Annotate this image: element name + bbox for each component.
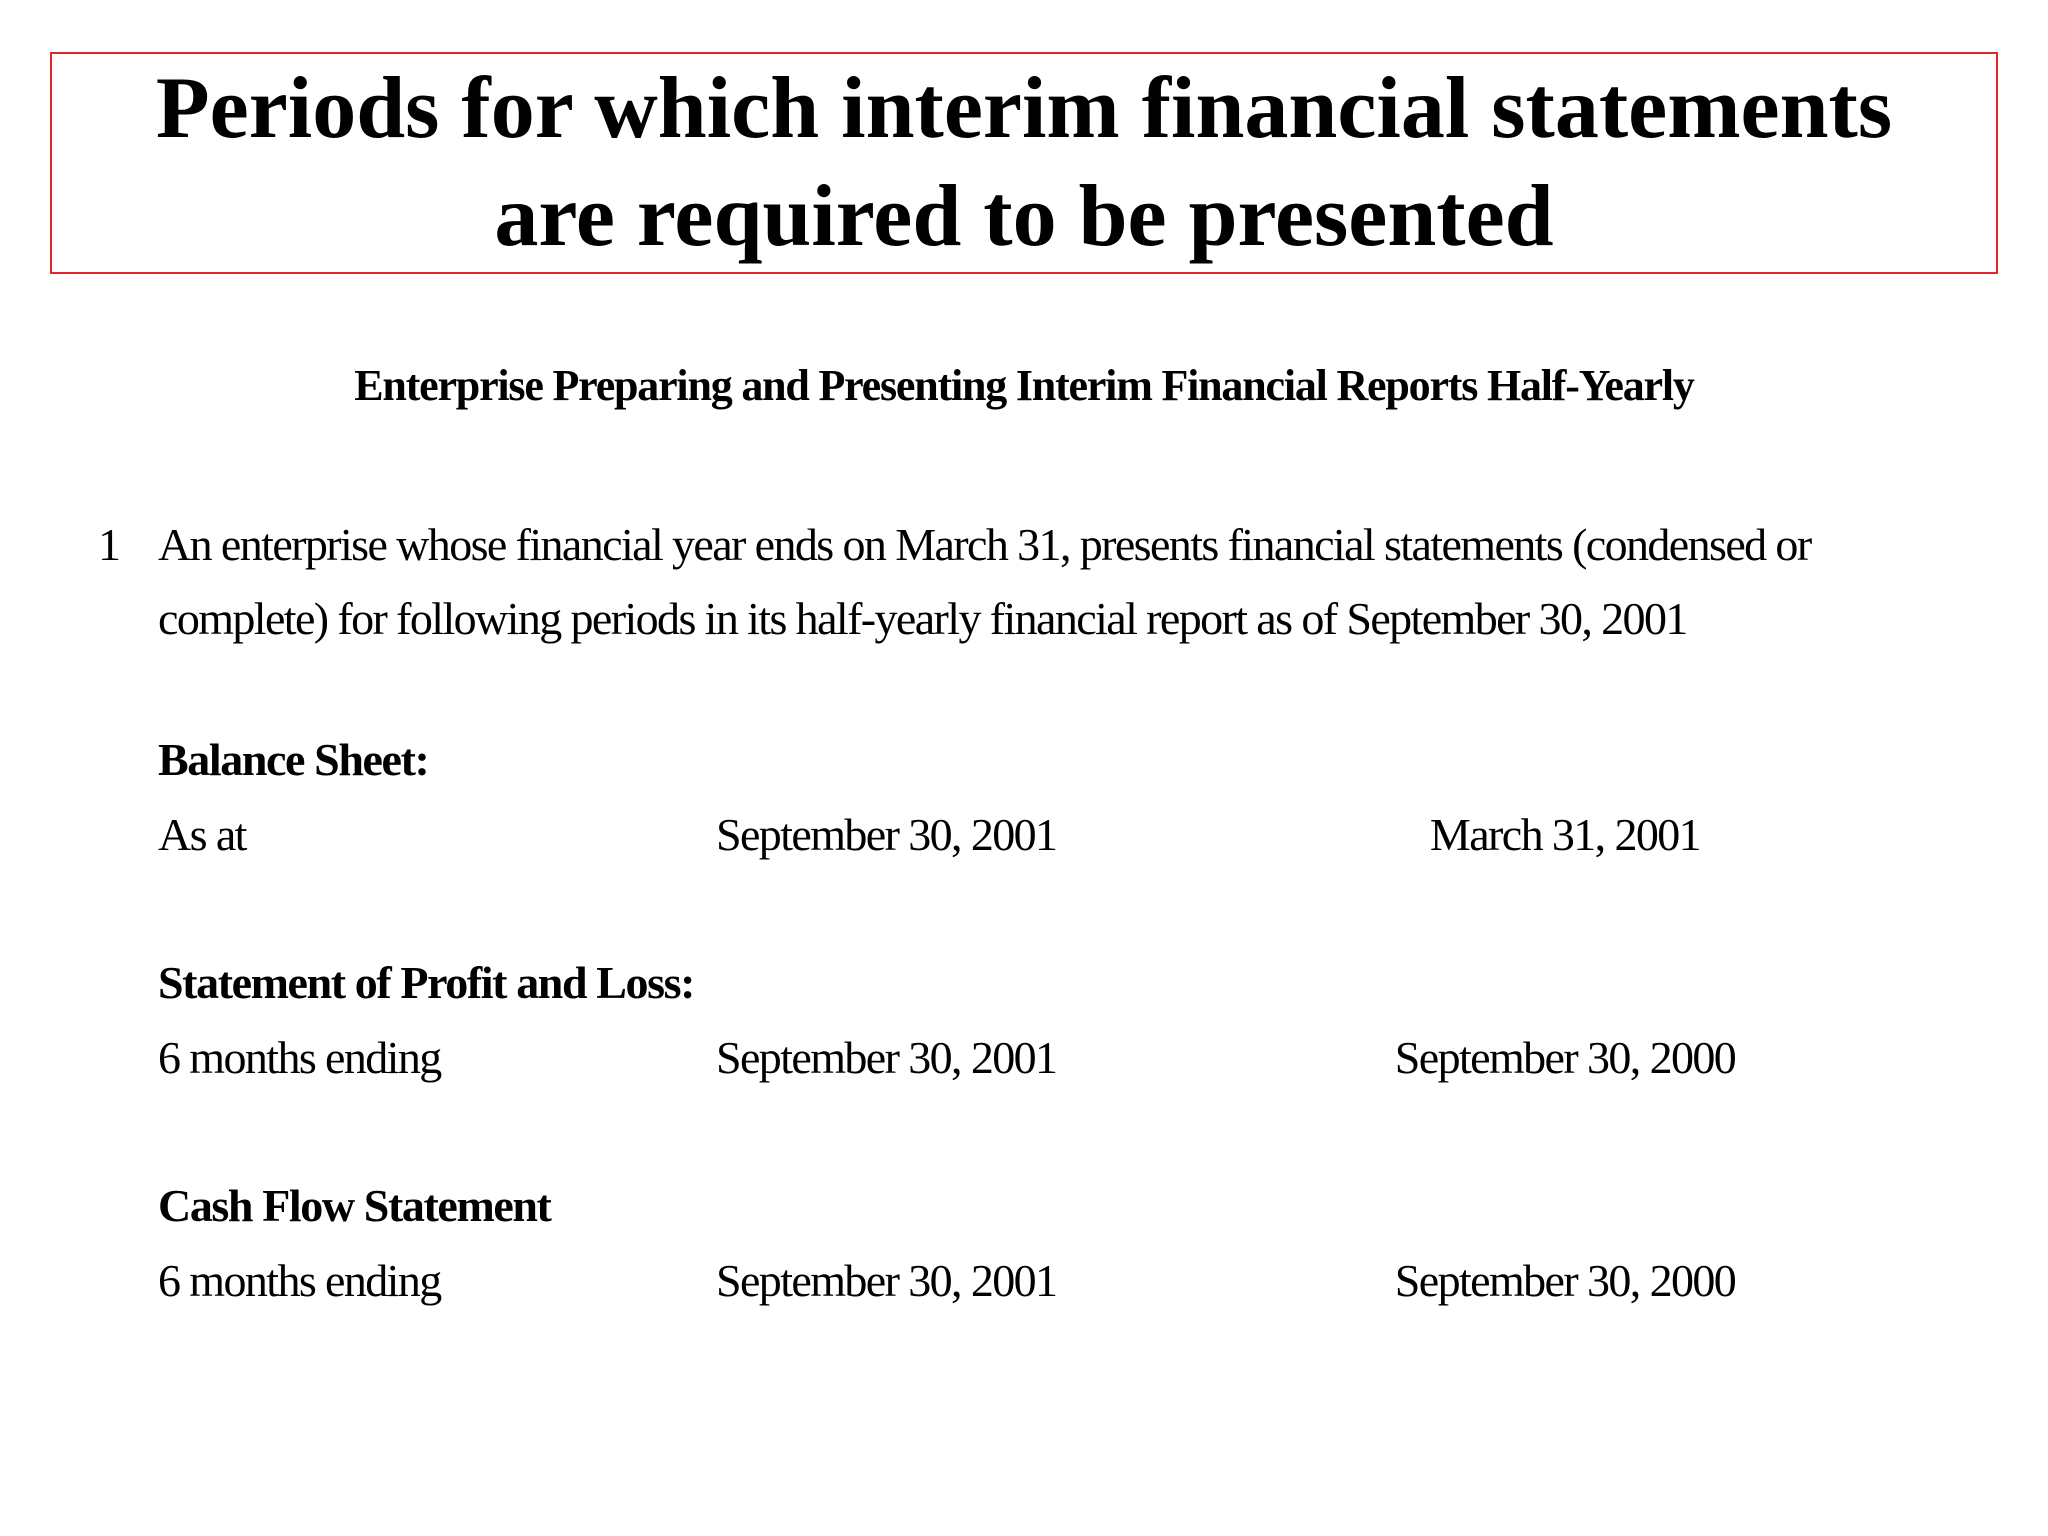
comparative-period-date: March 31, 2001 (1429, 809, 1701, 860)
cash-flow-heading: Cash Flow Statement (158, 1180, 551, 1231)
current-period-date: September 30, 2001 (716, 809, 1057, 860)
balance-sheet-row (0, 805, 2048, 865)
balance-sheet-heading: Balance Sheet: (158, 734, 429, 785)
comparative-period-date: September 30, 2000 (1394, 1032, 1736, 1083)
title-line-2: are required to be presented (494, 168, 1554, 265)
item-text (158, 508, 2008, 656)
item-text-line-1: An enterprise whose financial year ends on March 31, presents financial statements (condensed or (158, 519, 1811, 570)
title-line-1: Periods for which interim financial statements (155, 60, 1893, 157)
item-text-line-2: complete) for following periods in its half-yearly financial report as of September 30, 2001 (158, 593, 1687, 644)
profit-loss-row (0, 1028, 2048, 1088)
current-period-date: September 30, 2001 (716, 1032, 1057, 1083)
current-period-date: September 30, 2001 (716, 1255, 1057, 1306)
comparative-period-date: September 30, 2000 (1394, 1255, 1736, 1306)
item-number: 1 (98, 519, 121, 570)
subtitle: Enterprise Preparing and Presenting Interim Financial Reports Half-Yearly (354, 361, 1694, 410)
title-box (50, 52, 1998, 274)
period-label: As at (158, 809, 246, 860)
profit-loss-heading: Statement of Profit and Loss: (158, 957, 695, 1008)
period-label: 6 months ending (158, 1255, 441, 1306)
period-label: 6 months ending (158, 1032, 441, 1083)
cash-flow-row (0, 1251, 2048, 1311)
